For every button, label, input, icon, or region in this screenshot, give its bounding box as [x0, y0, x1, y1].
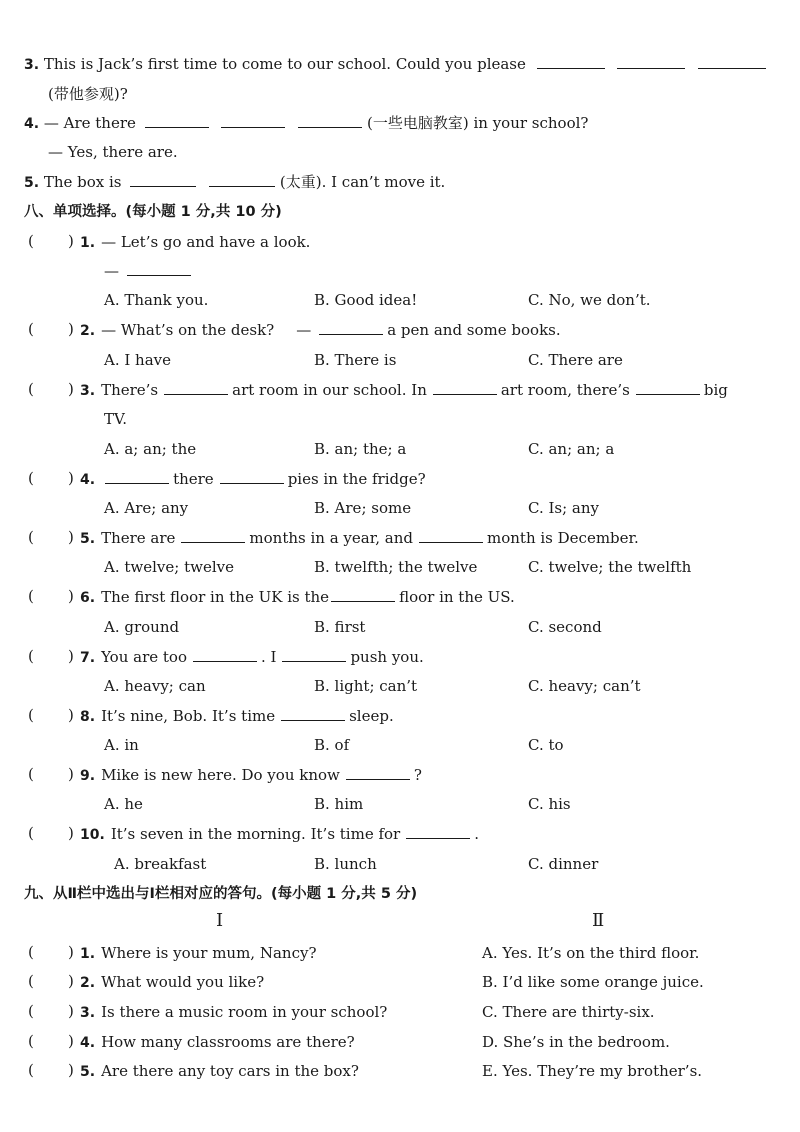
option-b[interactable]: B. lunch — [314, 855, 377, 873]
question-number: 1. — [80, 946, 96, 962]
answer-blank[interactable] — [331, 587, 395, 602]
option-a[interactable]: A. twelve; twelve — [104, 558, 234, 576]
p7-q4-line — [24, 113, 588, 134]
match-question — [80, 1002, 387, 1023]
answer-bracket-open[interactable]: ( — [28, 706, 34, 724]
answer-bracket-close[interactable]: ) — [68, 380, 74, 398]
question-text: . — [474, 825, 480, 843]
question-text: It’s nine, Bob. It’s time — [101, 707, 276, 725]
answer-blank[interactable] — [209, 172, 275, 187]
answer-blank[interactable] — [319, 320, 383, 335]
question-number: 4. — [24, 116, 40, 132]
option-b[interactable]: B. light; can’t — [314, 677, 418, 695]
question-text: art room, there’s — [500, 381, 630, 399]
option-c[interactable]: C. dinner — [528, 855, 599, 873]
question-stem — [80, 380, 728, 401]
question-text: push you. — [350, 648, 424, 666]
answer-blank[interactable] — [433, 380, 497, 395]
answer-blank[interactable] — [282, 647, 346, 662]
question-text: — Are there — [43, 114, 136, 132]
p7-q3-line — [24, 54, 766, 75]
answer-blank[interactable] — [298, 113, 362, 128]
question-text: floor in the US. — [399, 588, 515, 606]
option-c[interactable]: C. heavy; can’t — [528, 677, 641, 695]
answer-bracket-open[interactable]: ( — [28, 528, 34, 546]
option-c[interactable]: C. Is; any — [528, 499, 600, 517]
question-stem — [80, 587, 515, 608]
p7-q3-hint: (带他参观)? — [48, 85, 128, 103]
question-number: 6. — [80, 590, 96, 606]
match-question — [80, 972, 264, 993]
question-text: There are — [101, 529, 176, 547]
answer-bracket-close[interactable]: ) — [68, 972, 74, 990]
question-number: 8. — [80, 709, 96, 725]
option-a[interactable]: A. he — [104, 795, 143, 813]
answer-blank[interactable] — [221, 113, 285, 128]
option-b[interactable]: B. Are; some — [314, 499, 412, 517]
question-stem — [80, 320, 561, 341]
question-text: pies in the fridge? — [287, 470, 426, 488]
question-text: Are there any toy cars in the box? — [101, 1062, 359, 1080]
option-b[interactable]: B. of — [314, 736, 350, 754]
answer-bracket-close[interactable]: ) — [68, 469, 74, 487]
question-text: Where is your mum, Nancy? — [101, 944, 317, 962]
answer-blank[interactable] — [636, 380, 700, 395]
match-answer: C. There are thirty-six. — [482, 1003, 655, 1021]
question-text: months in a year, and — [249, 529, 413, 547]
answer-bracket-close[interactable]: ) — [68, 232, 74, 250]
option-c[interactable]: C. second — [528, 618, 602, 636]
p7-q5-line — [24, 172, 445, 193]
question-text: sleep. — [349, 707, 394, 725]
question-text: It’s seven in the morning. It’s time for — [110, 825, 401, 843]
question-hint: (一些电脑教室) in your school? — [367, 114, 589, 132]
answer-blank[interactable] — [130, 172, 196, 187]
answer-bracket-close[interactable]: ) — [68, 587, 74, 605]
match-answer: E. Yes. They’re my brother’s. — [482, 1062, 703, 1080]
option-b[interactable]: B. an; the; a — [314, 440, 407, 458]
question-stem — [80, 469, 426, 490]
question-hint: (太重). I can’t move it. — [279, 173, 446, 191]
question-text: Mike is new here. Do you know — [101, 766, 340, 784]
answer-bracket-open[interactable]: ( — [28, 469, 34, 487]
option-a[interactable]: A. ground — [104, 618, 180, 636]
question-text: You are too — [101, 648, 187, 666]
answer-bracket-open[interactable]: ( — [28, 320, 34, 338]
match-answer: B. I’d like some orange juice. — [482, 973, 704, 991]
answer-bracket-close[interactable]: ) — [68, 706, 74, 724]
question-text: — — [296, 321, 312, 339]
answer-blank[interactable] — [220, 469, 284, 484]
option-a[interactable]: A. a; an; the — [104, 440, 197, 458]
question-text: art room in our school. In — [232, 381, 427, 399]
question-number: 5. — [80, 1064, 96, 1080]
option-a[interactable]: A. in — [104, 736, 139, 754]
question-text: there — [173, 470, 214, 488]
answer-blank[interactable] — [406, 824, 470, 839]
answer-bracket-open[interactable]: ( — [28, 972, 34, 990]
match-question — [80, 1061, 359, 1082]
question-text: This is Jack’s first time to come to our school. Could you please — [43, 55, 526, 73]
question-text: What would you like? — [101, 973, 265, 991]
option-b[interactable]: B. Good idea! — [314, 291, 418, 309]
answer-bracket-open[interactable]: ( — [28, 380, 34, 398]
question-number: 2. — [80, 975, 96, 991]
question-text: — — [104, 262, 119, 280]
option-c[interactable]: C. twelve; the twelfth — [528, 558, 692, 576]
option-c[interactable]: C. No, we don’t. — [528, 291, 651, 309]
match-question — [80, 943, 317, 964]
question-number: 5. — [80, 531, 96, 547]
question-text: ? — [413, 766, 422, 784]
answer-blank[interactable] — [617, 54, 685, 69]
question-text: There’s — [101, 381, 159, 399]
question-text: Is there a music room in your school? — [101, 1003, 388, 1021]
answer-bracket-close[interactable]: ) — [68, 1061, 74, 1079]
section-heading: 八、单项选择。(每小题 1 分,共 10 分) — [24, 204, 282, 220]
question-stem — [80, 647, 424, 668]
answer-blank[interactable] — [537, 54, 605, 69]
question-number: 7. — [80, 650, 96, 666]
match-question — [80, 1032, 355, 1053]
answer-bracket-close[interactable]: ) — [68, 528, 74, 546]
answer-bracket-close[interactable]: ) — [68, 765, 74, 783]
question-number: 5. — [24, 175, 40, 191]
question-number: 10. — [80, 827, 105, 843]
option-b[interactable]: B. twelfth; the twelve — [314, 558, 478, 576]
question-number: 2. — [80, 323, 96, 339]
question-stem — [80, 528, 639, 549]
match-answer: A. Yes. It’s on the third floor. — [482, 944, 700, 962]
question-number: 1. — [80, 235, 96, 251]
answer-blank[interactable] — [127, 261, 191, 276]
option-b[interactable]: B. first — [314, 618, 366, 636]
question-text: . I — [260, 648, 277, 666]
option-b[interactable]: B. him — [314, 795, 364, 813]
question-stem-continued: TV. — [104, 410, 127, 428]
column-one-label: Ⅰ — [216, 910, 224, 931]
question-number: 3. — [80, 383, 96, 399]
answer-blank[interactable] — [346, 765, 410, 780]
option-a[interactable]: A. I have — [104, 351, 172, 369]
answer-bracket-open[interactable]: ( — [28, 647, 34, 665]
question-text: — Let’s go and have a look. — [101, 233, 311, 251]
answer-blank[interactable] — [164, 380, 228, 395]
column-two-label: Ⅱ — [592, 910, 605, 931]
question-number: 9. — [80, 768, 96, 784]
question-text: The box is — [43, 173, 122, 191]
answer-bracket-close[interactable]: ) — [68, 1002, 74, 1020]
question-number: 3. — [24, 57, 40, 73]
answer-bracket-open[interactable]: ( — [28, 1061, 34, 1079]
answer-blank[interactable] — [281, 706, 345, 721]
answer-bracket-open[interactable]: ( — [28, 765, 34, 783]
answer-bracket-open[interactable]: ( — [28, 943, 34, 961]
question-number: 4. — [80, 1035, 96, 1051]
answer-bracket-close[interactable]: ) — [68, 320, 74, 338]
option-a[interactable]: A. Are; any — [104, 499, 189, 517]
question-text: — What’s on the desk? — [101, 321, 275, 339]
answer-bracket-close[interactable]: ) — [68, 647, 74, 665]
answer-bracket-open[interactable]: ( — [28, 587, 34, 605]
question-stem — [80, 706, 394, 727]
question-stem — [80, 232, 310, 253]
match-answer: D. She’s in the bedroom. — [482, 1033, 670, 1051]
answer-blank[interactable] — [698, 54, 766, 69]
question-text: big — [703, 381, 728, 399]
question-stem — [80, 765, 422, 786]
option-c[interactable]: C. his — [528, 795, 571, 813]
option-c[interactable]: C. an; an; a — [528, 440, 615, 458]
question-text: month is December. — [487, 529, 639, 547]
answer-bracket-close[interactable]: ) — [68, 824, 74, 842]
answer-blank[interactable] — [145, 113, 209, 128]
question-text: a pen and some books. — [387, 321, 561, 339]
option-c[interactable]: C. to — [528, 736, 564, 754]
answer-bracket-open[interactable]: ( — [28, 232, 34, 250]
option-a[interactable]: A. breakfast — [114, 855, 207, 873]
answer-bracket-open[interactable]: ( — [28, 1002, 34, 1020]
question-text: How many classrooms are there? — [101, 1033, 355, 1051]
question-stem-continued — [104, 261, 195, 281]
answer-bracket-open[interactable]: ( — [28, 1032, 34, 1050]
answer-blank[interactable] — [181, 528, 245, 543]
answer-bracket-open[interactable]: ( — [28, 824, 34, 842]
answer-bracket-close[interactable]: ) — [68, 1032, 74, 1050]
answer-blank[interactable] — [193, 647, 257, 662]
p7-q4-reply: — Yes, there are. — [48, 143, 178, 161]
answer-bracket-close[interactable]: ) — [68, 943, 74, 961]
answer-blank[interactable] — [105, 469, 169, 484]
question-number: 3. — [80, 1005, 96, 1021]
answer-blank[interactable] — [419, 528, 483, 543]
question-number: 4. — [80, 472, 96, 488]
option-b[interactable]: B. There is — [314, 351, 397, 369]
option-c[interactable]: C. There are — [528, 351, 623, 369]
section-heading: 九、从Ⅱ栏中选出与Ⅰ栏相对应的答句。(每小题 1 分,共 5 分) — [24, 886, 418, 902]
question-text: The first floor in the UK is the — [101, 588, 330, 606]
option-a[interactable]: A. Thank you. — [104, 291, 209, 309]
option-a[interactable]: A. heavy; can — [104, 677, 206, 695]
question-stem — [80, 824, 479, 845]
